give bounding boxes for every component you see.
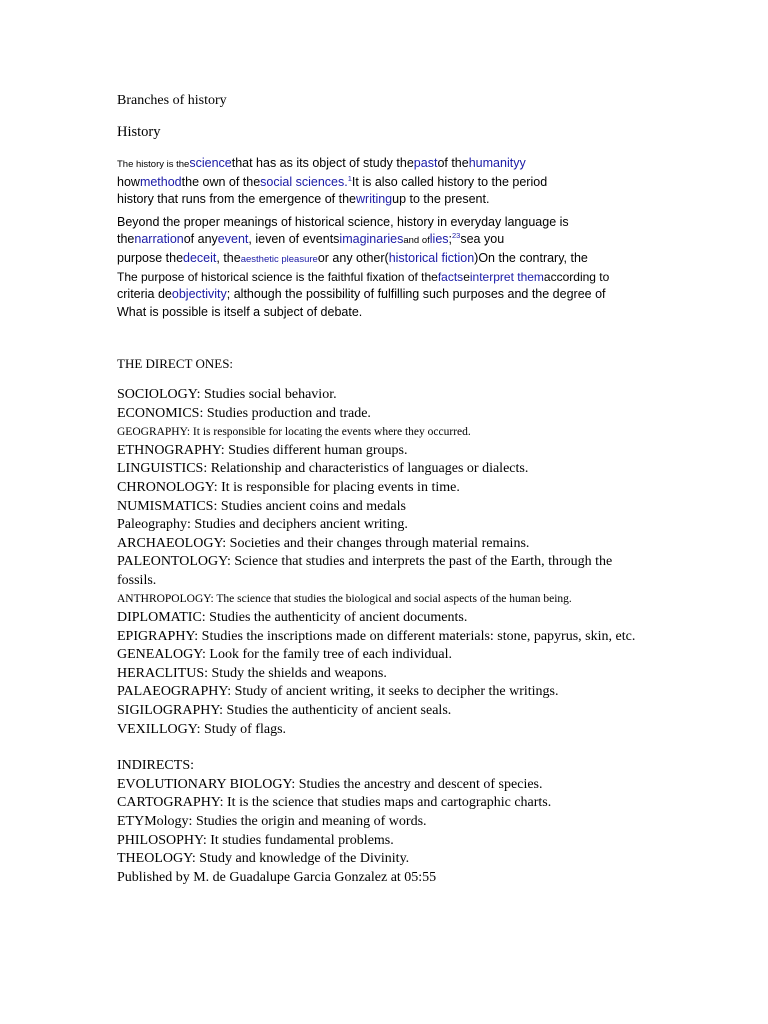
- indirect-branches-list: [117, 757, 657, 887]
- link-narration[interactable]: narration: [134, 232, 184, 247]
- intro-line-1: The history is thesciencethat has as its object of study thepastof thehumanityy: [117, 156, 526, 170]
- list-item: ARCHAEOLOGY: Societies and their changes through material remains.: [117, 535, 530, 551]
- link-event[interactable]: event: [217, 232, 249, 247]
- second-paragraph: [117, 214, 657, 322]
- list-item: PALAEOGRAPHY: Study of ancient writing, it seeks to decipher the writings.: [117, 684, 559, 700]
- direct-branches-heading: THE DIRECT ONES:: [117, 356, 234, 372]
- para2-line-6: What is possible is itself a subject of debate.: [117, 304, 363, 319]
- link-method[interactable]: method: [139, 174, 182, 189]
- link-objectivity[interactable]: objectivity: [171, 287, 227, 302]
- direct-branches-list: [117, 386, 657, 739]
- link-historical-fiction[interactable]: historical fiction: [388, 250, 475, 265]
- link-science[interactable]: science: [189, 156, 232, 170]
- footnote-ref-23[interactable]: 23: [452, 231, 461, 241]
- link-humanity[interactable]: humanity: [468, 156, 520, 170]
- list-item: CHRONOLOGY: It is responsible for placing events in time.: [117, 479, 460, 495]
- link-past[interactable]: past: [413, 156, 438, 170]
- link-deceit[interactable]: deceit: [183, 250, 217, 265]
- intro-paragraph: [117, 155, 657, 209]
- page-title: Branches of history: [117, 93, 227, 108]
- para2-line-2: thenarrationof anyevent, ieven of eventsimaginariesand oflies;$^{23}$sea you: [117, 231, 505, 247]
- list-item: PALEONTOLOGY: Science that studies and interprets the past of the Earth, through the fossils.: [117, 554, 613, 588]
- published-footer: Published by M. de Guadalupe Garcia Gonzalez at 05:55: [117, 869, 437, 885]
- intro-line-2: howmethodthe own of thesocial sciences.$^1$It is also called history to the period: [117, 173, 548, 189]
- list-item: CARTOGRAPHY: It is the science that studies maps and cartographic charts.: [117, 795, 552, 811]
- para2-line-5: criteria deobjectivity; although the possibility of fulfilling such purposes and the degree of: [117, 287, 606, 302]
- list-item: ETYMology: Studies the origin and meaning of words.: [117, 814, 427, 829]
- link-writing[interactable]: writing: [356, 192, 393, 207]
- para2-line-1: Beyond the proper meanings of historical science, history in everyday language is: [117, 214, 569, 229]
- link-interpret-them[interactable]: interpret them: [469, 269, 544, 284]
- list-item: NUMISMATICS: Studies ancient coins and medals: [117, 498, 406, 514]
- list-item: GENEALOGY: Look for the family tree of each individual.: [117, 647, 453, 663]
- list-item: LINGUISTICS: Relationship and characteristics of languages or dialects.: [117, 461, 529, 477]
- para2-line-4: The purpose of historical science is the faithful fixation of thefactseinterpret themaccording to: [117, 269, 610, 284]
- list-item: SIGILOGRAPHY: Studies the authenticity of ancient seals.: [117, 703, 452, 719]
- list-item: HERACLITUS: Study the shields and weapons.: [117, 665, 387, 681]
- link-facts[interactable]: facts: [437, 269, 464, 284]
- list-item: EVOLUTIONARY BIOLOGY: Studies the ancestry and descent of species.: [117, 776, 543, 792]
- link-imaginaries[interactable]: imaginaries: [339, 232, 404, 247]
- indirect-branches-heading: INDIRECTS:: [117, 758, 194, 774]
- section-heading: History: [117, 124, 161, 140]
- list-item: THEOLOGY: Study and knowledge of the Divinity.: [117, 851, 410, 867]
- list-item: ANTHROPOLOGY: The science that studies the biological and social aspects of the human being.: [117, 593, 572, 606]
- list-item: GEOGRAPHY: It is responsible for locating the events where they occurred.: [117, 426, 471, 439]
- list-item: VEXILLOGY: Study of flags.: [117, 721, 287, 737]
- link-aesthetic-pleasure[interactable]: aesthetic pleasure: [240, 253, 318, 265]
- intro-line-3: history that runs from the emergence of thewritingup to the present.: [117, 192, 490, 207]
- footnote-ref-1[interactable]: 1: [347, 173, 352, 183]
- link-social-sciences[interactable]: social sciences: [260, 174, 345, 189]
- link-lies[interactable]: lies: [429, 232, 449, 247]
- list-item: PHILOSOPHY: It studies fundamental problems.: [117, 832, 394, 848]
- list-item: ETHNOGRAPHY: Studies different human groups.: [117, 442, 408, 458]
- list-item: SOCIOLOGY: Studies social behavior.: [117, 386, 337, 402]
- list-item: DIPLOMATIC: Studies the authenticity of ancient documents.: [117, 610, 468, 626]
- list-item: Paleography: Studies and deciphers ancient writing.: [117, 517, 408, 533]
- list-item: EPIGRAPHY: Studies the inscriptions made on different materials: stone, papyrus, skin, etc.: [117, 628, 636, 644]
- list-item: ECONOMICS: Studies production and trade.: [117, 405, 371, 421]
- para2-line-3: purpose thedeceit, theaesthetic pleasureor any other(historical fiction)On the contrary, the: [117, 250, 588, 265]
- document-page: [117, 92, 657, 887]
